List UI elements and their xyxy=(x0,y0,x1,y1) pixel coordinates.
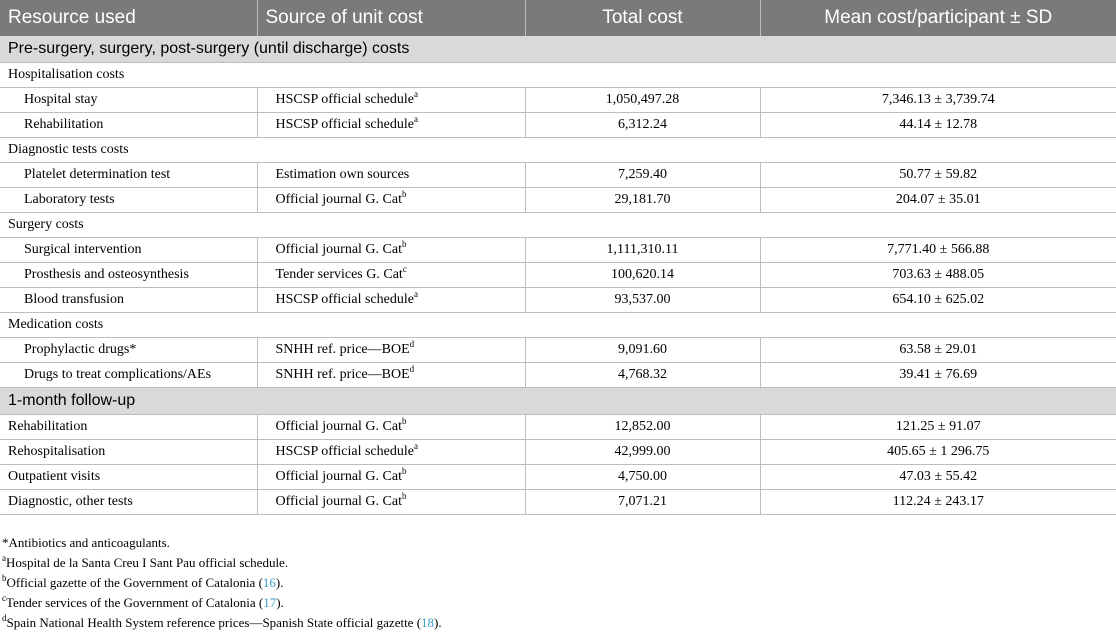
header-source: Source of unit cost xyxy=(257,0,525,36)
source-cell xyxy=(257,363,525,388)
footnote-mark: d xyxy=(409,339,415,349)
mean-cell: 7,771.40 ± 566.88 xyxy=(760,238,1116,263)
source-cell xyxy=(257,490,525,515)
section-title: Pre-surgery, surgery, post-surgery (until discharge) costs xyxy=(0,36,1116,63)
footnote-mark: a xyxy=(413,89,418,99)
mean-cell: 44.14 ± 12.78 xyxy=(760,113,1116,138)
table-row xyxy=(0,238,1116,263)
resource-cell: Blood transfusion xyxy=(0,288,257,313)
table-row xyxy=(0,288,1116,313)
resource-cell: Drugs to treat complications/AEs xyxy=(0,363,257,388)
source-text: HSCSP official schedule xyxy=(275,444,414,459)
footnote-mark: a xyxy=(413,441,418,451)
footnote-mark: a xyxy=(2,553,6,563)
table-row xyxy=(0,465,1116,490)
table-row xyxy=(0,263,1116,288)
table-row xyxy=(0,338,1116,363)
header-resource: Resource used xyxy=(0,0,257,36)
footnote-mark: d xyxy=(2,613,7,623)
source-text: HSCSP official schedule xyxy=(275,92,414,107)
table-row xyxy=(0,163,1116,188)
mean-cell: 112.24 ± 243.17 xyxy=(760,490,1116,515)
resource-cell: Rehabilitation xyxy=(0,113,257,138)
footnote-mark: a xyxy=(413,114,418,124)
footnote-text: Spain National Health System reference prices—Spanish State official gazette ( xyxy=(6,615,422,630)
section-row xyxy=(0,36,1116,63)
resource-cell: Prosthesis and osteosynthesis xyxy=(0,263,257,288)
category-title: Medication costs xyxy=(0,313,1116,338)
total-cell: 42,999.00 xyxy=(525,440,760,465)
footnote-mark: b xyxy=(402,189,407,199)
footnote-mark: c xyxy=(2,593,6,603)
resource-cell: Prophylactic drugs* xyxy=(0,338,257,363)
source-cell xyxy=(257,263,525,288)
table-row xyxy=(0,415,1116,440)
total-cell: 6,312.24 xyxy=(525,113,760,138)
category-title: Surgery costs xyxy=(0,213,1116,238)
category-title: Diagnostic tests costs xyxy=(0,138,1116,163)
total-cell: 4,750.00 xyxy=(525,465,760,490)
footnote xyxy=(0,573,442,593)
mean-cell: 204.07 ± 35.01 xyxy=(760,188,1116,213)
footnote-text: Official gazette of the Government of Catalonia ( xyxy=(6,575,263,590)
resource-cell: Hospital stay xyxy=(0,88,257,113)
source-text: HSCSP official schedule xyxy=(275,117,414,132)
mean-cell: 121.25 ± 91.07 xyxy=(760,415,1116,440)
footnote-text: Tender services of the Government of Catalonia ( xyxy=(6,595,264,610)
footnote-mark: b xyxy=(2,573,7,583)
source-text: Estimation own sources xyxy=(275,167,410,182)
resource-cell: Laboratory tests xyxy=(0,188,257,213)
source-cell xyxy=(257,415,525,440)
footnote-mark: b xyxy=(402,491,407,501)
footnote-mark: a xyxy=(413,289,418,299)
footnote xyxy=(0,593,442,613)
section-row xyxy=(0,388,1116,415)
total-cell: 93,537.00 xyxy=(525,288,760,313)
total-cell: 7,259.40 xyxy=(525,163,760,188)
footnote-mark: c xyxy=(402,264,407,274)
total-cell: 9,091.60 xyxy=(525,338,760,363)
total-cell: 7,071.21 xyxy=(525,490,760,515)
mean-cell: 654.10 ± 625.02 xyxy=(760,288,1116,313)
source-cell xyxy=(257,188,525,213)
section-title: 1-month follow-up xyxy=(0,388,1116,415)
source-text: SNHH ref. price—BOE xyxy=(275,342,410,357)
source-text: Official journal G. Cat xyxy=(275,192,402,207)
footnote xyxy=(0,613,442,633)
table-row xyxy=(0,188,1116,213)
total-cell: 1,050,497.28 xyxy=(525,88,760,113)
source-cell xyxy=(257,163,525,188)
table-row xyxy=(0,363,1116,388)
source-cell xyxy=(257,113,525,138)
source-text: Official journal G. Cat xyxy=(275,242,402,257)
category-row xyxy=(0,63,1116,88)
mean-cell: 7,346.13 ± 3,739.74 xyxy=(760,88,1116,113)
category-row xyxy=(0,313,1116,338)
footnote-text: Antibiotics and anticoagulants. xyxy=(8,535,170,550)
footnote-text: Hospital de la Santa Creu I Sant Pau official schedule. xyxy=(6,555,289,570)
footnote xyxy=(0,553,442,573)
source-text: Tender services G. Cat xyxy=(275,267,403,282)
header-total: Total cost xyxy=(525,0,760,36)
reference-link[interactable]: 17 xyxy=(263,595,277,610)
mean-cell: 50.77 ± 59.82 xyxy=(760,163,1116,188)
source-cell xyxy=(257,288,525,313)
source-cell xyxy=(257,440,525,465)
resource-cell: Rehabilitation xyxy=(0,415,257,440)
footnote xyxy=(0,533,442,553)
footnote-mark: b xyxy=(402,466,407,476)
total-cell: 1,111,310.11 xyxy=(525,238,760,263)
source-cell xyxy=(257,238,525,263)
category-row xyxy=(0,138,1116,163)
source-text: Official journal G. Cat xyxy=(275,419,402,434)
footnote-end: ). xyxy=(275,575,284,590)
source-text: HSCSP official schedule xyxy=(275,292,414,307)
table-row xyxy=(0,440,1116,465)
source-text: Official journal G. Cat xyxy=(275,469,402,484)
footnote-mark: d xyxy=(409,364,415,374)
footnote-end: ). xyxy=(434,615,442,630)
mean-cell: 47.03 ± 55.42 xyxy=(760,465,1116,490)
table-header-row xyxy=(0,0,1116,36)
resource-cell: Surgical intervention xyxy=(0,238,257,263)
mean-cell: 703.63 ± 488.05 xyxy=(760,263,1116,288)
category-row xyxy=(0,213,1116,238)
total-cell: 4,768.32 xyxy=(525,363,760,388)
footnote-mark: b xyxy=(402,416,407,426)
category-title: Hospitalisation costs xyxy=(0,63,1116,88)
total-cell: 29,181.70 xyxy=(525,188,760,213)
resource-cell: Outpatient visits xyxy=(0,465,257,490)
source-text: Official journal G. Cat xyxy=(275,494,402,509)
mean-cell: 405.65 ± 1 296.75 xyxy=(760,440,1116,465)
source-cell xyxy=(257,338,525,363)
table-row xyxy=(0,113,1116,138)
footnote-end: ). xyxy=(276,595,284,610)
resource-cell: Platelet determination test xyxy=(0,163,257,188)
footnote-mark: b xyxy=(402,239,407,249)
table-row xyxy=(0,490,1116,515)
mean-cell: 63.58 ± 29.01 xyxy=(760,338,1116,363)
footnotes xyxy=(0,533,442,633)
footnote-mark: * xyxy=(2,535,9,550)
total-cell: 100,620.14 xyxy=(525,263,760,288)
header-mean: Mean cost/participant ± SD xyxy=(760,0,1116,36)
reference-link[interactable]: 16 xyxy=(262,575,276,590)
resource-cell: Rehospitalisation xyxy=(0,440,257,465)
mean-cell: 39.41 ± 76.69 xyxy=(760,363,1116,388)
total-cell: 12,852.00 xyxy=(525,415,760,440)
source-text: SNHH ref. price—BOE xyxy=(275,367,410,382)
source-cell xyxy=(257,88,525,113)
resource-cell: Diagnostic, other tests xyxy=(0,490,257,515)
source-cell xyxy=(257,465,525,490)
reference-link[interactable]: 18 xyxy=(421,615,435,630)
table-row xyxy=(0,88,1116,113)
